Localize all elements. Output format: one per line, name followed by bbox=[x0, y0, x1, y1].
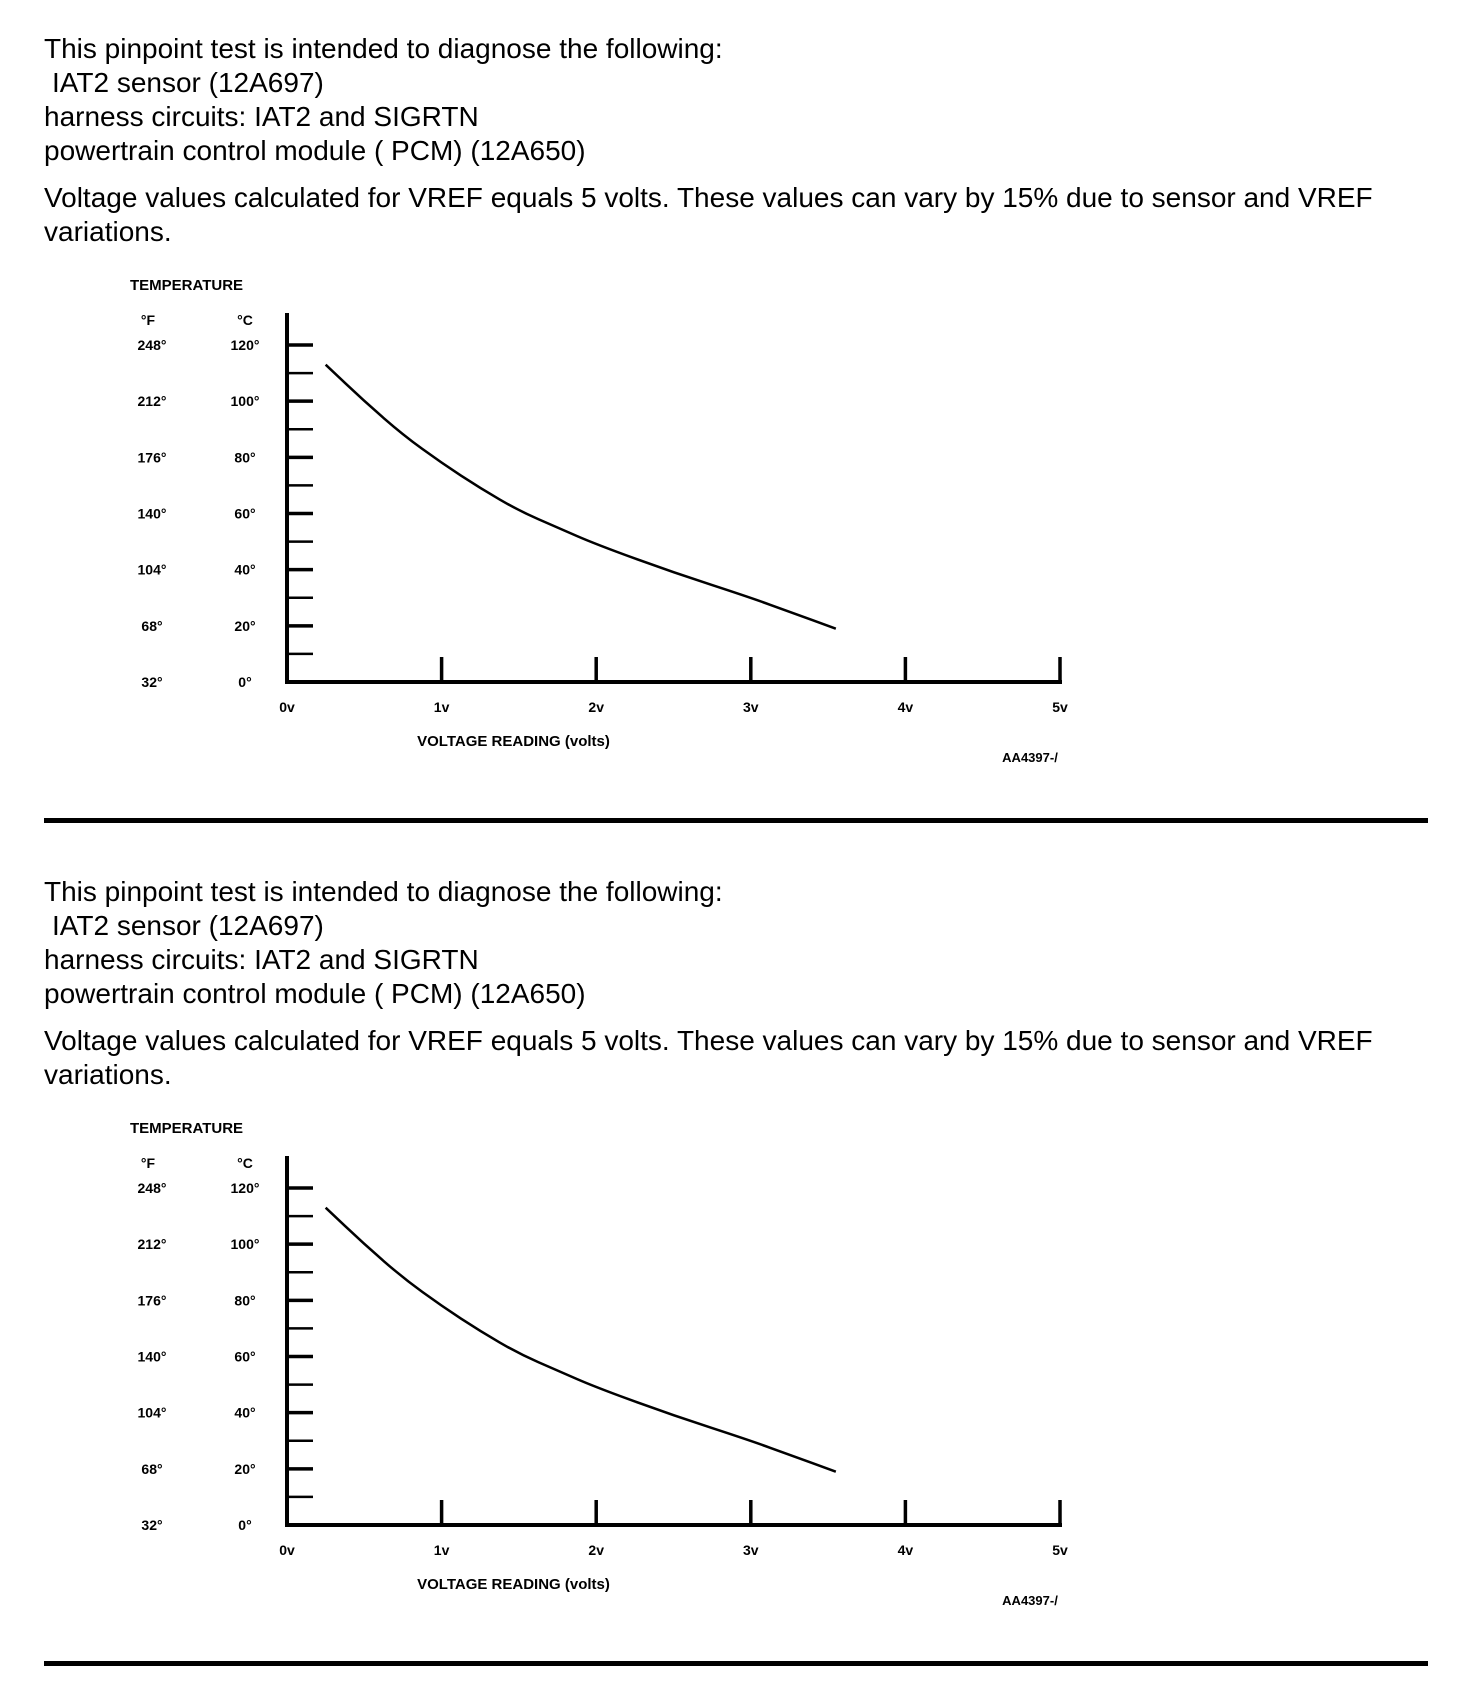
intro-list bbox=[44, 32, 1424, 168]
unit-f-label: °F bbox=[140, 1155, 156, 1171]
series-line bbox=[326, 365, 836, 629]
x-tick-label: 5v bbox=[1052, 699, 1068, 715]
y-tick-label-f: 68° bbox=[141, 617, 163, 634]
unit-c-label: °C bbox=[237, 1155, 253, 1171]
figure-id: AA4397-/ bbox=[1002, 1593, 1058, 1608]
y-tick-label-f: 176° bbox=[137, 449, 167, 466]
y-tick-label-c: 80° bbox=[234, 449, 256, 466]
y-tick-label-c: 80° bbox=[234, 1292, 256, 1309]
x-tick-label: 3v bbox=[743, 699, 759, 715]
intro-list bbox=[44, 875, 1424, 1011]
x-tick-label: 2v bbox=[588, 1542, 604, 1558]
y-tick-label-f: 248° bbox=[137, 1180, 167, 1196]
x-tick-label: 1v bbox=[433, 699, 450, 715]
chart-svg bbox=[130, 277, 1150, 795]
voltage-note: Voltage values calculated for VREF equals 5 volts. These values can vary by 15% due to sensor and VREF variations. bbox=[44, 1025, 1373, 1090]
y-tick-label-f: 32° bbox=[141, 1517, 163, 1533]
x-tick-label: 1v bbox=[433, 1542, 450, 1558]
y-tick-label-c: 40° bbox=[234, 1404, 256, 1421]
pinpoint-section-2 bbox=[0, 843, 1472, 1686]
temperature-voltage-chart bbox=[130, 277, 1150, 795]
chart-title: TEMPERATURE bbox=[130, 1120, 244, 1137]
y-tick-label-f: 140° bbox=[137, 1348, 167, 1365]
y-tick-label-c: 0° bbox=[238, 1517, 252, 1533]
y-tick-label-c: 120° bbox=[230, 337, 260, 353]
y-tick-label-f: 68° bbox=[141, 1460, 163, 1477]
x-tick-label: 3v bbox=[743, 1542, 759, 1558]
y-tick-label-c: 0° bbox=[238, 674, 252, 690]
x-tick-label: 0v bbox=[279, 699, 295, 715]
y-tick-label-c: 60° bbox=[234, 505, 256, 522]
y-tick-label-c: 100° bbox=[230, 1236, 260, 1253]
temperature-voltage-chart bbox=[130, 1120, 1150, 1638]
x-axis-label: VOLTAGE READING (volts) bbox=[417, 1576, 610, 1593]
intro-line: powertrain control module ( PCM) (12A650) bbox=[44, 135, 586, 166]
intro-line: harness circuits: IAT2 and SIGRTN bbox=[44, 101, 479, 132]
section-divider bbox=[44, 1661, 1428, 1666]
y-tick-label-c: 100° bbox=[230, 393, 260, 410]
series-line bbox=[326, 1208, 836, 1472]
intro-line: IAT2 sensor (12A697) bbox=[52, 67, 324, 98]
intro-line: This pinpoint test is intended to diagnose the following: bbox=[44, 33, 723, 64]
section-divider bbox=[44, 818, 1428, 823]
x-tick-label: 2v bbox=[588, 699, 604, 715]
unit-c-label: °C bbox=[237, 312, 253, 328]
y-tick-label-f: 212° bbox=[137, 393, 167, 410]
voltage-note: Voltage values calculated for VREF equals 5 volts. These values can vary by 15% due to sensor and VREF variations. bbox=[44, 182, 1373, 247]
intro-line: harness circuits: IAT2 and SIGRTN bbox=[44, 944, 479, 975]
y-tick-label-f: 212° bbox=[137, 1236, 167, 1253]
y-tick-label-f: 32° bbox=[141, 674, 163, 690]
x-axis-label: VOLTAGE READING (volts) bbox=[417, 733, 610, 750]
unit-f-label: °F bbox=[140, 312, 156, 328]
figure-id: AA4397-/ bbox=[1002, 750, 1058, 765]
y-tick-label-c: 120° bbox=[230, 1180, 260, 1196]
y-tick-label-f: 104° bbox=[137, 1404, 167, 1421]
x-tick-label: 5v bbox=[1052, 1542, 1068, 1558]
y-tick-label-f: 248° bbox=[137, 337, 167, 353]
y-tick-label-c: 20° bbox=[234, 1460, 256, 1477]
y-tick-label-c: 60° bbox=[234, 1348, 256, 1365]
x-tick-label: 4v bbox=[897, 1542, 914, 1558]
chart-title: TEMPERATURE bbox=[130, 277, 244, 294]
y-tick-label-c: 20° bbox=[234, 617, 256, 634]
chart-svg bbox=[130, 1120, 1150, 1638]
y-tick-label-f: 176° bbox=[137, 1292, 167, 1309]
intro-line: powertrain control module ( PCM) (12A650) bbox=[44, 978, 586, 1009]
x-tick-label: 0v bbox=[279, 1542, 295, 1558]
intro-line: IAT2 sensor (12A697) bbox=[52, 910, 324, 941]
y-tick-label-c: 40° bbox=[234, 561, 256, 578]
y-tick-label-f: 104° bbox=[137, 561, 167, 578]
x-tick-label: 4v bbox=[897, 699, 914, 715]
y-tick-label-f: 140° bbox=[137, 505, 167, 522]
intro-line: This pinpoint test is intended to diagnose the following: bbox=[44, 876, 723, 907]
